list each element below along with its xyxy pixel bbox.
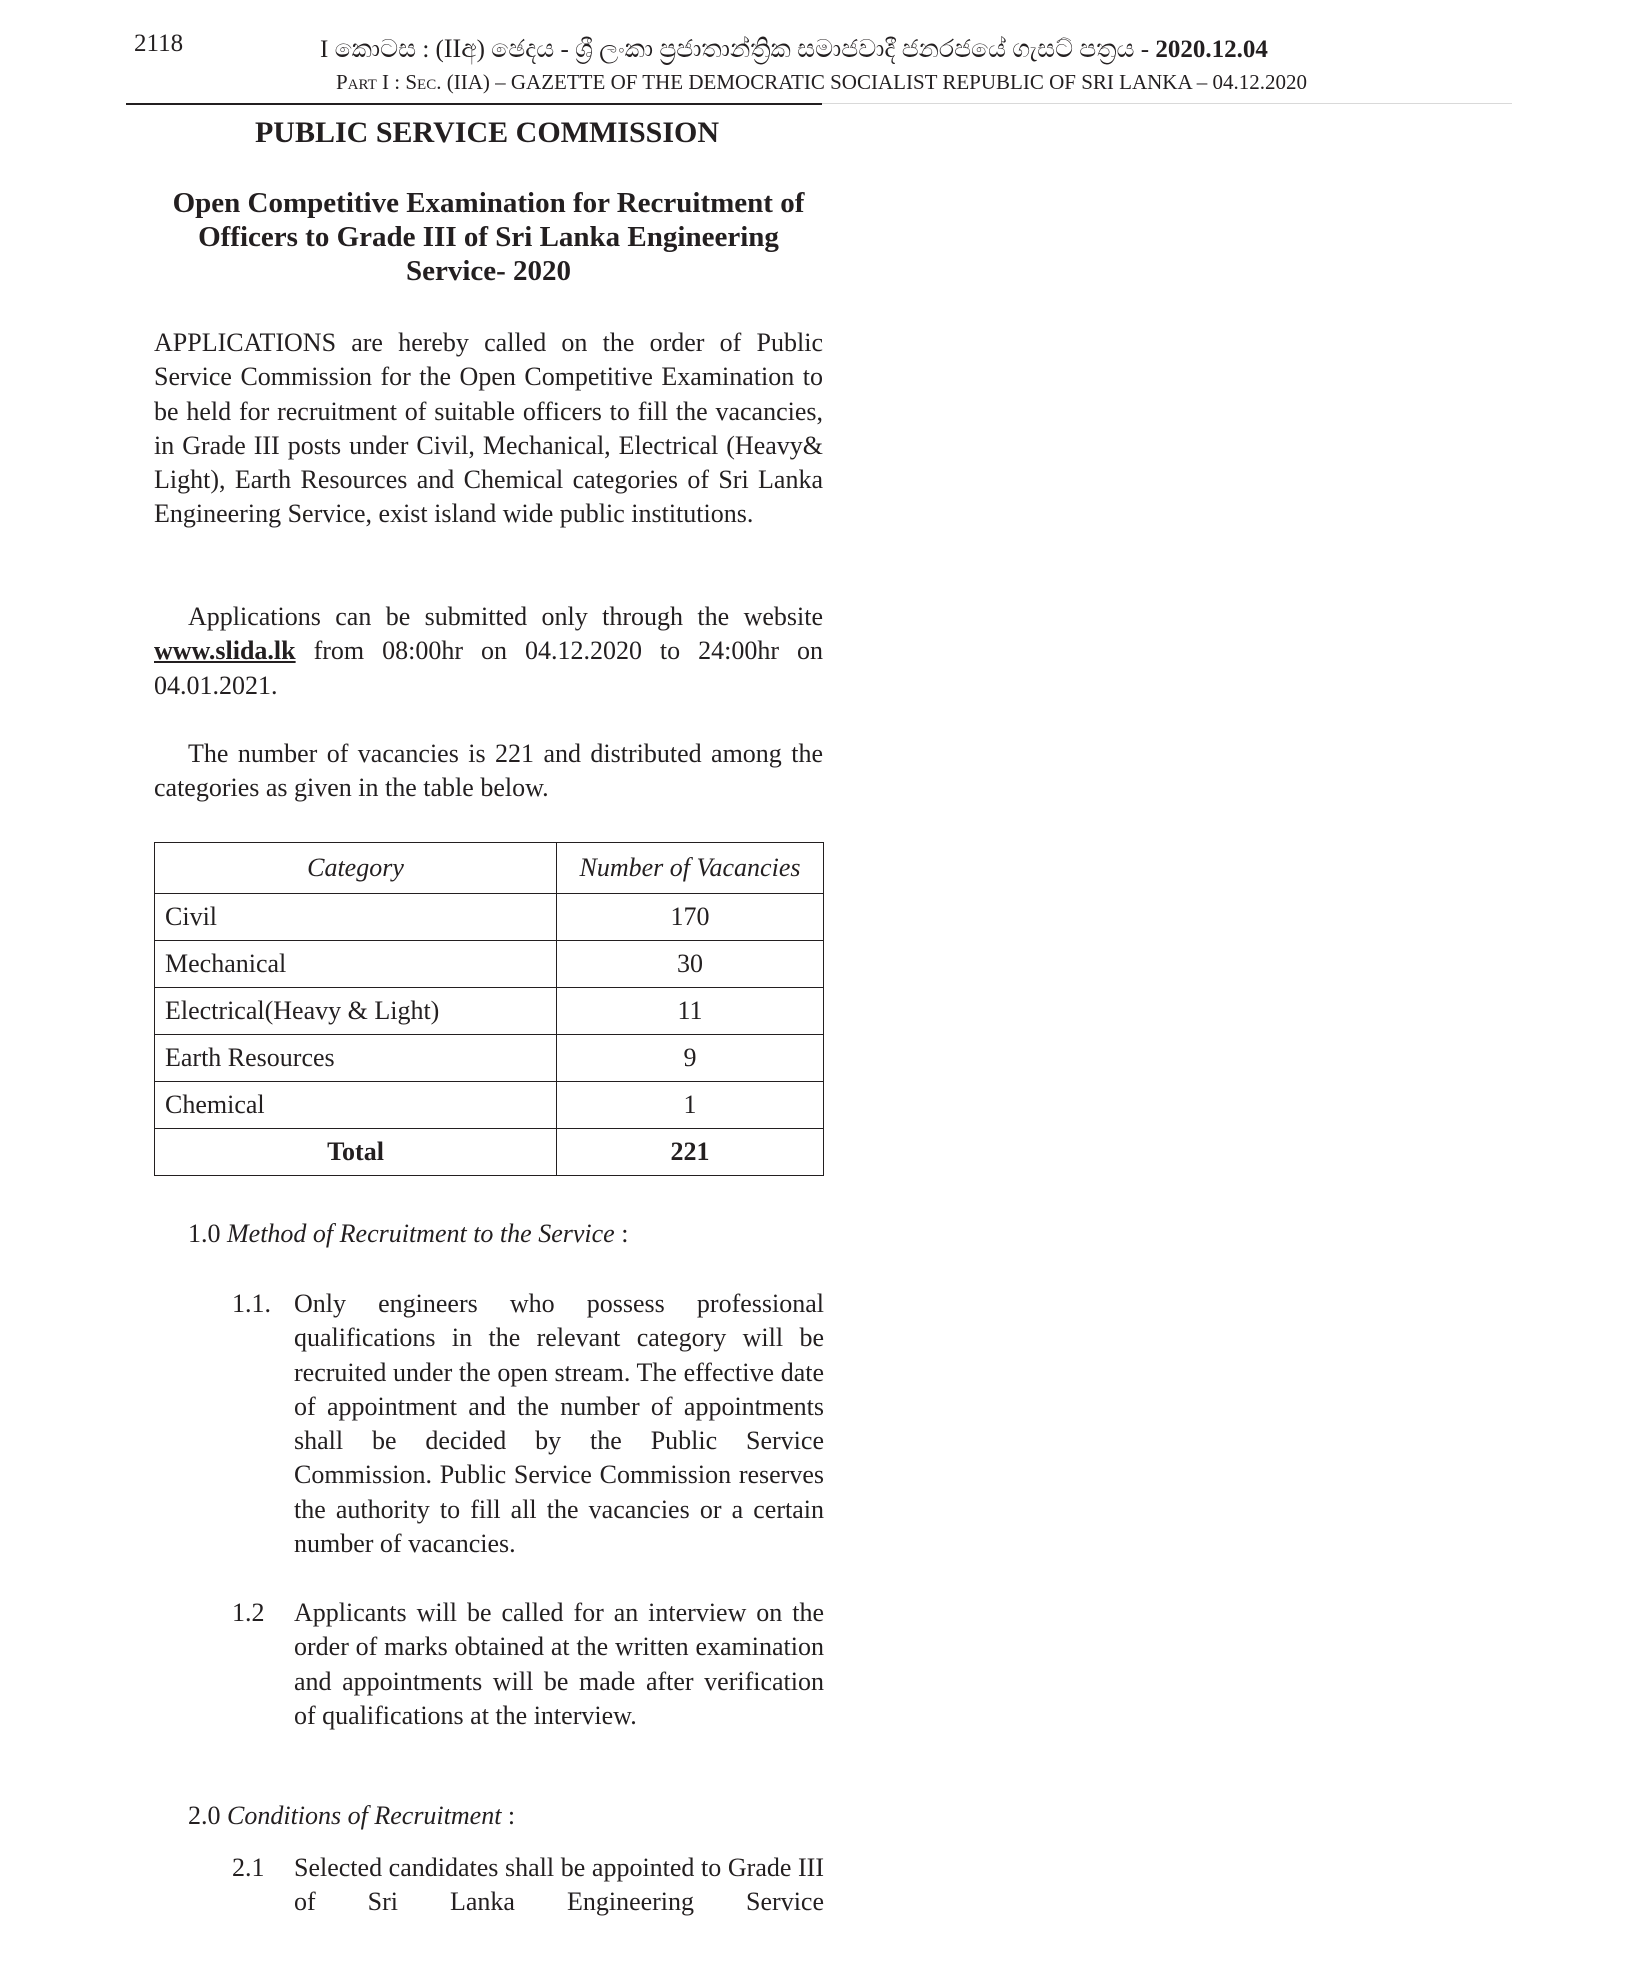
section-2-colon: :	[501, 1801, 516, 1830]
sinhala-header	[320, 34, 1390, 64]
sinhala-header-mid: අ) ඡෙදය - ශ්‍රී ලංකා ප්‍රජාතාන්ත්‍රික සමාජවාදී ජනරජයේ ගැසට් පත්‍රය -	[461, 36, 1156, 63]
english-header-rest: (IIA) – GAZETTE OF THE DEMOCRATIC SOCIALIST REPUBLIC OF SRI LANKA – 04.12.2020	[441, 70, 1307, 94]
item-2-1	[232, 1851, 824, 1920]
table-row	[155, 1082, 824, 1129]
item-1-1-text: Only engineers who possess professional qualifications in the relevant category will be recruited under the open stream. The effective date of appointment and the number of appointments shall be decided by the Public Service Commission. Public Service Commission reserves the authority to fill all the vacancies or a certain number of vacancies.	[294, 1289, 824, 1559]
total-value: 221	[557, 1129, 824, 1176]
sinhala-header-roman: II	[443, 34, 462, 63]
vacancies-paragraph	[154, 737, 823, 806]
section-1-title: Method of Recruitment to the Service	[227, 1219, 615, 1248]
table-header-row	[155, 843, 824, 894]
category-cell: Civil	[155, 894, 557, 941]
english-header-part: Part	[336, 70, 377, 94]
item-1-2-number: 1.2	[232, 1598, 265, 1627]
table-row	[155, 988, 824, 1035]
vacancies-cell: 1	[557, 1082, 824, 1129]
item-1-2	[232, 1596, 824, 1733]
category-cell: Electrical(Heavy & Light)	[155, 988, 557, 1035]
item-1-1-number: 1.1.	[232, 1289, 271, 1318]
english-header-sec: Sec.	[405, 70, 442, 94]
submission-text-start: Applications can be submitted only through the website	[188, 602, 823, 631]
table-row	[155, 1035, 824, 1082]
vacancies-cell: 170	[557, 894, 824, 941]
vacancies-cell: 30	[557, 941, 824, 988]
website-link[interactable]: www.slida.lk	[154, 636, 296, 666]
intro-paragraph: APPLICATIONS are hereby called on the order of Public Service Commission for the Open Competitive Examination to be held for recruitment of suitable officers to fill the vacancies, in Grade III posts under Civil, Mechanical, Electrical (Heavy& Light), Earth Resources and Chemical categories of Sri Lanka Engineering Service, exist island wide public institutions.	[154, 328, 823, 529]
section-2-number: 2.0	[188, 1801, 227, 1830]
table-row	[155, 941, 824, 988]
submission-paragraph	[154, 600, 823, 703]
sinhala-header-prefix: I කොටස : (	[320, 36, 444, 63]
vacancies-cell: 11	[557, 988, 824, 1035]
category-cell: Chemical	[155, 1082, 557, 1129]
table-row	[155, 894, 824, 941]
section-2-heading	[188, 1801, 515, 1831]
header-rule	[126, 103, 822, 105]
item-2-1-number: 2.1	[232, 1853, 265, 1882]
total-label: Total	[155, 1129, 557, 1176]
vacancies-cell: 9	[557, 1035, 824, 1082]
vacancies-table	[154, 842, 824, 1176]
document-title: Open Competitive Examination for Recruitment of Officers to Grade III of Sri Lanka Engineering Service- 2020	[172, 187, 805, 287]
table-total-row	[155, 1129, 824, 1176]
section-1-colon: :	[614, 1219, 629, 1248]
english-header	[336, 70, 1396, 95]
column-header-category: Category	[155, 843, 557, 894]
item-1-1	[232, 1287, 824, 1561]
category-cell: Mechanical	[155, 941, 557, 988]
section-1-heading	[188, 1219, 628, 1249]
item-2-1-text: Selected candidates shall be appointed to Grade III of Sri Lanka Engineering Service	[294, 1853, 824, 1917]
section-1-number: 1.0	[188, 1219, 227, 1248]
section-2-title: Conditions of Recruitment	[227, 1801, 502, 1830]
page-number: 2118	[134, 30, 184, 57]
item-1-2-text: Applicants will be called for an interview on the order of marks obtained at the written examination and appointments will be made after verification of qualifications at the interview.	[294, 1598, 824, 1730]
header-rule-light	[822, 103, 1512, 104]
column-header-vacancies: Number of Vacancies	[557, 843, 824, 894]
vacancies-text: The number of vacancies is 221 and distributed among the categories as given in the table below.	[154, 739, 823, 803]
section-title: PUBLIC SERVICE COMMISSION	[254, 116, 720, 149]
submission-text-end: from 08:00hr on 04.12.2020 to 24:00hr on 04.01.2021.	[154, 636, 823, 700]
english-header-part-no: I :	[376, 70, 406, 94]
category-cell: Earth Resources	[155, 1035, 557, 1082]
sinhala-header-date: 2020.12.04	[1155, 36, 1268, 63]
